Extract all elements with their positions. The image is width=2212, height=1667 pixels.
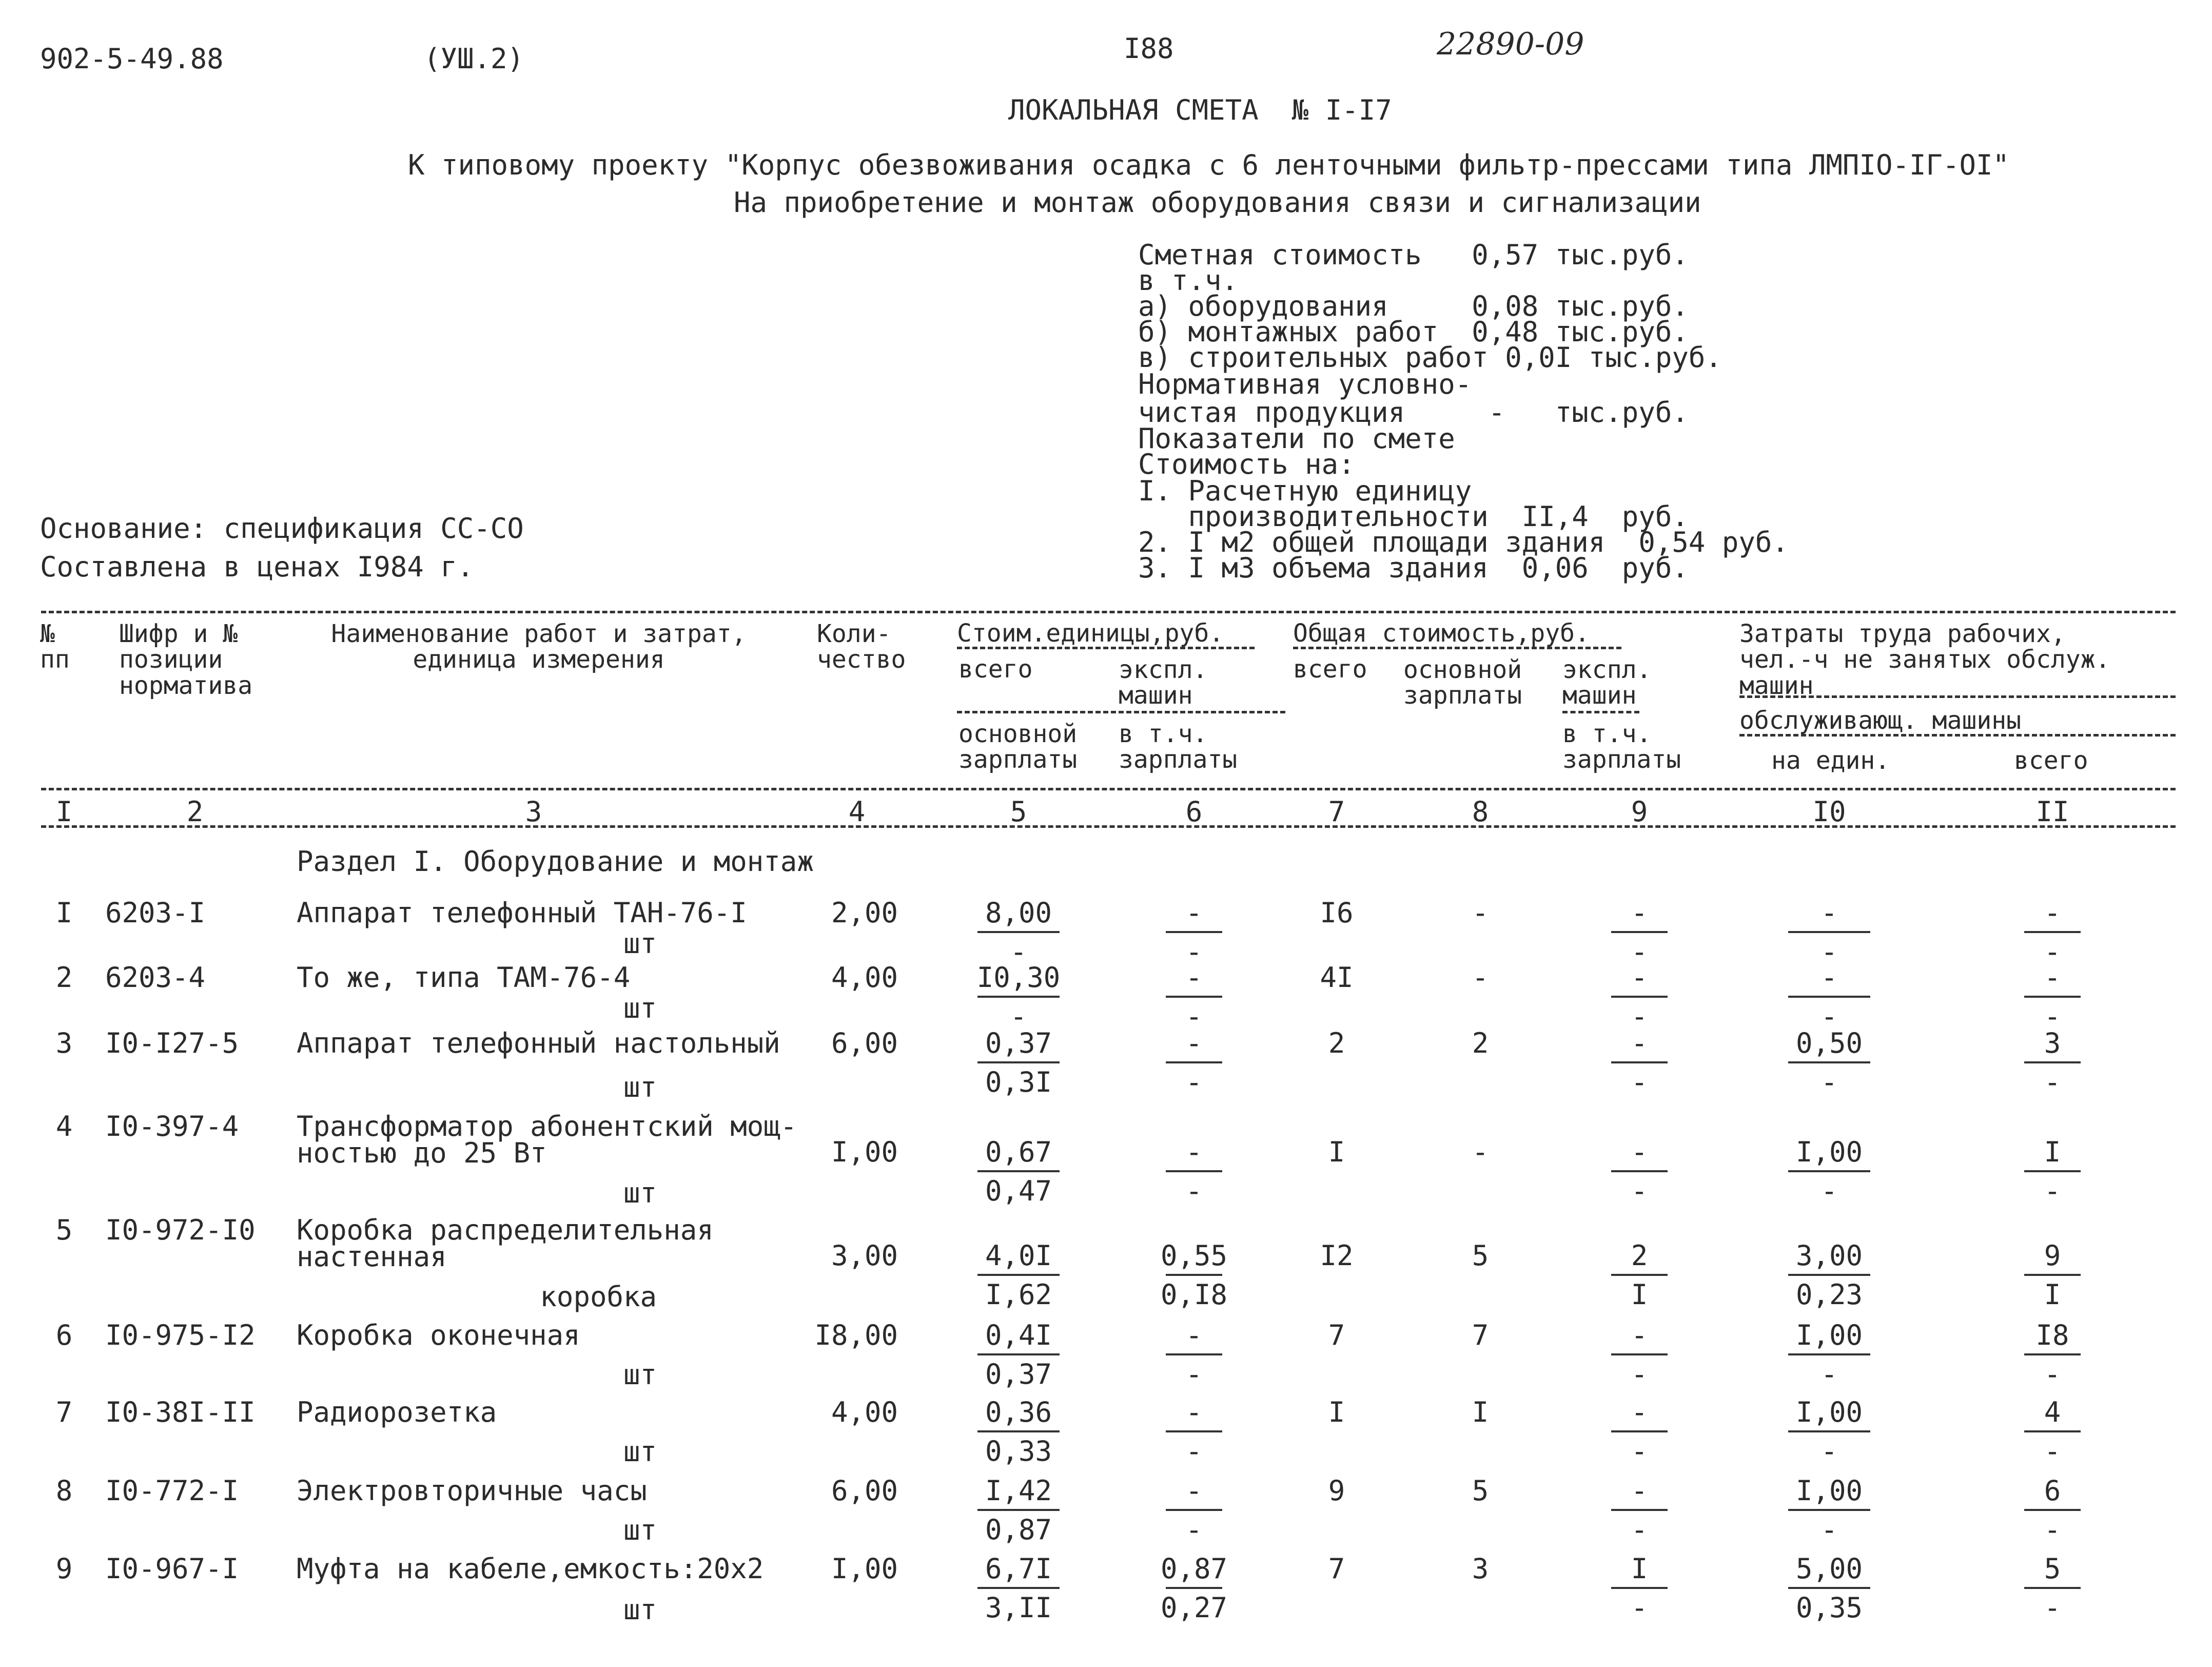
fraction-denominator: 0,33 xyxy=(985,1435,1052,1467)
row-name-line: Аппарат телефонный ТАН-76-I xyxy=(297,897,747,929)
fraction-denominator: - xyxy=(1631,1514,1648,1546)
row-unit: шт xyxy=(623,1436,657,1468)
fraction-denominator: - xyxy=(2044,1435,2061,1467)
row-name-line: ностью до 25 Вт xyxy=(297,1137,547,1169)
fraction-denominator: - xyxy=(1631,1435,1648,1467)
header-col-5-top: всего xyxy=(958,655,1033,684)
fraction-numerator: - xyxy=(2044,897,2061,929)
value-fraction-c5 xyxy=(957,1319,1080,1392)
row-base-salary: 5 xyxy=(1472,1475,1489,1507)
value-fraction-c5 xyxy=(957,1477,1080,1548)
value-fraction-c5 xyxy=(957,1138,1080,1209)
summary-line: Сметная стоимость 0,57 тыс.руб. xyxy=(1138,239,1689,271)
row-name-line: настенная xyxy=(297,1240,447,1273)
header-col-5-bottom: основной зарплаты xyxy=(958,720,1078,774)
value-fraction-c6 xyxy=(1132,1555,1256,1626)
header-col-6-bottom: в т.ч. зарплаты xyxy=(1119,720,1238,774)
row-quantity: 6,00 xyxy=(831,1475,898,1507)
column-number: I xyxy=(55,796,73,828)
fraction-numerator: - xyxy=(1631,1475,1648,1507)
row-name-line: Трансформатор абонентский мощ- xyxy=(297,1110,797,1142)
fraction-denominator: - xyxy=(2044,1514,2061,1546)
header-col-11: всего xyxy=(2014,746,2088,775)
section-title: Раздел I. Оборудование и монтаж xyxy=(297,845,814,878)
row-total: 2 xyxy=(1328,1027,1345,1059)
value-fraction-c6 xyxy=(1132,1396,1256,1469)
fraction-numerator: 0,36 xyxy=(985,1396,1052,1428)
fraction-numerator: - xyxy=(1185,961,1203,994)
row-base-salary: 2 xyxy=(1472,1027,1489,1059)
row-unit: шт xyxy=(623,1514,657,1546)
value-fraction-c11 xyxy=(1991,1319,2114,1392)
row-quantity: 2,00 xyxy=(831,897,898,929)
fraction-denominator: 0,47 xyxy=(985,1175,1052,1207)
document-code: 902-5-49.88 xyxy=(40,43,224,75)
row-code: I0-975-I2 xyxy=(105,1319,256,1351)
fraction-numerator: - xyxy=(1631,961,1648,994)
fraction-numerator: I0,30 xyxy=(976,961,1061,994)
handwritten-number: 22890-09 xyxy=(1437,26,1584,62)
fraction-numerator: 2 xyxy=(1631,1239,1648,1272)
value-fraction-c6 xyxy=(1132,1319,1256,1392)
value-fraction-c9 xyxy=(1578,961,1701,1035)
value-fraction-c5 xyxy=(957,1027,1080,1100)
fraction-denominator: - xyxy=(2044,1175,2061,1207)
summary-line: производительности II,4 руб. xyxy=(1138,500,1689,533)
estimate-title: ЛОКАЛЬНАЯ СМЕТА № I-I7 xyxy=(1008,94,1392,126)
header-service-machines: обслуживающ. машины xyxy=(1739,706,2022,735)
row-code: I0-I27-5 xyxy=(105,1027,239,1059)
row-total: 7 xyxy=(1328,1553,1345,1585)
summary-line: Показатели по смете xyxy=(1138,422,1455,455)
header-col-8: основной зарплаты xyxy=(1403,655,1522,710)
row-number: I xyxy=(55,897,73,929)
fraction-numerator: 0,50 xyxy=(1795,1027,1863,1059)
row-name-line: Коробка распределительная xyxy=(297,1214,714,1246)
value-fraction-c5 xyxy=(957,1396,1080,1469)
column-number: 2 xyxy=(186,796,204,828)
fraction-numerator: 4 xyxy=(2044,1396,2061,1428)
summary-line: 3. I м3 объема здания 0,06 руб. xyxy=(1138,552,1689,584)
fraction-denominator: - xyxy=(1821,1358,1838,1390)
row-unit: шт xyxy=(623,927,657,960)
fraction-numerator: - xyxy=(1185,1027,1203,1059)
header-total-cost: Общая стоимость,руб. xyxy=(1293,619,1590,648)
row-code: I0-967-I xyxy=(105,1553,239,1585)
fraction-numerator: 0,87 xyxy=(1160,1553,1228,1585)
header-col-7: всего xyxy=(1293,655,1367,684)
value-fraction-c9 xyxy=(1578,899,1701,970)
fraction-numerator: 0,67 xyxy=(985,1136,1052,1168)
fraction-denominator: 0,I8 xyxy=(1160,1278,1228,1311)
value-fraction-c10 xyxy=(1768,1396,1891,1469)
value-fraction-c10 xyxy=(1768,1319,1891,1392)
fraction-numerator: I8 xyxy=(2035,1319,2069,1351)
value-fraction-c6 xyxy=(1132,1138,1256,1209)
header-col-6-top: экспл. машин xyxy=(1119,655,1208,710)
fraction-denominator: - xyxy=(2044,1000,2061,1033)
value-fraction-c10 xyxy=(1768,1555,1891,1626)
fraction-numerator: - xyxy=(1631,1136,1648,1168)
value-fraction-c11 xyxy=(1991,1396,2114,1469)
row-base-salary: - xyxy=(1472,1136,1489,1168)
summary-line: Стоимость на: xyxy=(1138,448,1355,480)
summary-line: 2. I м2 общей площади здания 0,54 руб. xyxy=(1138,526,1789,558)
fraction-numerator: 3 xyxy=(2044,1027,2061,1059)
row-base-salary: - xyxy=(1472,897,1489,929)
row-number: 3 xyxy=(55,1027,73,1059)
value-fraction-c5 xyxy=(957,1555,1080,1626)
fraction-numerator: - xyxy=(1185,1396,1203,1428)
value-fraction-c9 xyxy=(1578,1477,1701,1548)
header-col-10: на един. xyxy=(1771,746,1890,775)
fraction-numerator: I,00 xyxy=(1795,1396,1863,1428)
fraction-numerator: 6 xyxy=(2044,1475,2061,1507)
row-base-salary: I xyxy=(1472,1396,1489,1428)
fraction-denominator: - xyxy=(1631,1000,1648,1033)
basis-prices: Составлена в ценах I984 г. xyxy=(40,551,474,583)
value-fraction-c9 xyxy=(1578,1138,1701,1209)
summary-line: чистая продукция - тыс.руб. xyxy=(1138,396,1689,429)
fraction-denominator: - xyxy=(1631,936,1648,968)
row-quantity: 4,00 xyxy=(831,961,898,994)
value-fraction-c10 xyxy=(1768,899,1891,970)
value-fraction-c11 xyxy=(1991,899,2114,970)
summary-line: а) оборудования 0,08 тыс.руб. xyxy=(1138,290,1689,322)
fraction-numerator: I,42 xyxy=(985,1475,1052,1507)
value-fraction-c6 xyxy=(1132,1239,1256,1313)
fraction-numerator: - xyxy=(1185,897,1203,929)
value-fraction-c10 xyxy=(1768,961,1891,1035)
fraction-numerator: 0,4I xyxy=(985,1319,1052,1351)
column-number: I0 xyxy=(1812,796,1846,828)
fraction-denominator: - xyxy=(1185,1066,1203,1098)
column-number: 6 xyxy=(1185,796,1203,828)
row-number: 4 xyxy=(55,1110,73,1142)
fraction-denominator: - xyxy=(1185,936,1203,968)
fraction-denominator: 0,23 xyxy=(1795,1278,1863,1311)
value-fraction-c6 xyxy=(1132,899,1256,970)
value-fraction-c6 xyxy=(1132,1027,1256,1100)
fraction-denominator: I,62 xyxy=(985,1278,1052,1311)
value-fraction-c11 xyxy=(1991,1239,2114,1313)
column-number: 5 xyxy=(1010,796,1027,828)
row-quantity: I8,00 xyxy=(814,1319,898,1351)
fraction-numerator: 4,0I xyxy=(985,1239,1052,1272)
value-fraction-c5 xyxy=(957,961,1080,1035)
column-number: 4 xyxy=(848,796,866,828)
fraction-denominator: 3,II xyxy=(985,1592,1052,1624)
fraction-numerator: - xyxy=(1631,1027,1648,1059)
row-total: 9 xyxy=(1328,1475,1345,1507)
fraction-denominator: 0,35 xyxy=(1795,1592,1863,1624)
fraction-numerator: I,00 xyxy=(1795,1475,1863,1507)
fraction-numerator: 3,00 xyxy=(1795,1239,1863,1272)
fraction-denominator: - xyxy=(1010,1000,1027,1033)
value-fraction-c9 xyxy=(1578,1319,1701,1392)
fraction-denominator: - xyxy=(1821,1175,1838,1207)
fraction-denominator: - xyxy=(1821,1066,1838,1098)
row-code: I0-397-4 xyxy=(105,1110,239,1142)
row-quantity: 6,00 xyxy=(831,1027,898,1059)
fraction-denominator: - xyxy=(2044,936,2061,968)
fraction-denominator: - xyxy=(1821,1000,1838,1033)
fraction-numerator: - xyxy=(2044,961,2061,994)
fraction-numerator: - xyxy=(1821,897,1838,929)
value-fraction-c10 xyxy=(1768,1027,1891,1100)
row-name-line: Электровторичные часы xyxy=(297,1475,647,1507)
row-number: 8 xyxy=(55,1475,73,1507)
header-labor: Затраты труда рабочих, чел.-ч не занятых обслуж. машин xyxy=(1739,619,2110,700)
fraction-numerator: - xyxy=(1821,961,1838,994)
fraction-numerator: I xyxy=(2044,1136,2061,1168)
value-fraction-c9 xyxy=(1578,1555,1701,1626)
summary-line: Нормативная условно- xyxy=(1138,368,1472,400)
fraction-numerator: 0,55 xyxy=(1160,1239,1228,1272)
page-number: I88 xyxy=(1124,32,1174,65)
basis-specification: Основание: спецификация СС-СО xyxy=(40,512,524,545)
row-unit: шт xyxy=(623,992,657,1024)
fraction-numerator: - xyxy=(1185,1319,1203,1351)
value-fraction-c11 xyxy=(1991,1138,2114,1209)
fraction-numerator: 9 xyxy=(2044,1239,2061,1272)
row-name-line: Аппарат телефонный настольный xyxy=(297,1027,780,1059)
row-name-line: Радиорозетка xyxy=(297,1396,497,1428)
value-fraction-c6 xyxy=(1132,1477,1256,1548)
summary-line: в) строительных работ 0,0I тыс.руб. xyxy=(1138,341,1722,374)
fraction-denominator: - xyxy=(1631,1066,1648,1098)
row-number: 2 xyxy=(55,961,73,994)
row-number: 7 xyxy=(55,1396,73,1428)
header-col-3: Наименование работ и затрат, единица измерения xyxy=(331,619,747,674)
fraction-numerator: 5,00 xyxy=(1795,1553,1863,1585)
summary-line: в т.ч. xyxy=(1138,264,1239,297)
fraction-numerator: I,00 xyxy=(1795,1136,1863,1168)
fraction-numerator: - xyxy=(1185,1475,1203,1507)
fraction-numerator: - xyxy=(1631,1396,1648,1428)
fraction-denominator: - xyxy=(1185,1175,1203,1207)
value-fraction-c9 xyxy=(1578,1239,1701,1313)
fraction-numerator: 6,7I xyxy=(985,1553,1052,1585)
row-quantity: I,00 xyxy=(831,1553,898,1585)
header-col-1: № пп xyxy=(40,619,70,674)
fraction-denominator: - xyxy=(1185,1358,1203,1390)
row-total: I xyxy=(1328,1136,1345,1168)
fraction-denominator: 0,27 xyxy=(1160,1592,1228,1624)
row-quantity: I,00 xyxy=(831,1136,898,1168)
row-base-salary: 3 xyxy=(1472,1553,1489,1585)
fraction-numerator: - xyxy=(1631,1319,1648,1351)
fraction-denominator: - xyxy=(1185,1435,1203,1467)
row-code: 6203-I xyxy=(105,897,206,929)
fraction-numerator: 8,00 xyxy=(985,897,1052,929)
fraction-denominator: I xyxy=(1631,1278,1648,1311)
fraction-numerator: I,00 xyxy=(1795,1319,1863,1351)
row-total: 7 xyxy=(1328,1319,1345,1351)
row-base-salary: 5 xyxy=(1472,1239,1489,1272)
fraction-denominator: 0,3I xyxy=(985,1066,1052,1098)
header-col-9-top: экспл. машин xyxy=(1562,655,1652,710)
value-fraction-c10 xyxy=(1768,1477,1891,1548)
estimate-purpose: На приобретение и монтаж оборудования связи и сигнализации xyxy=(734,186,1701,219)
row-unit: коробка xyxy=(540,1281,657,1313)
row-quantity: 3,00 xyxy=(831,1239,898,1272)
value-fraction-c9 xyxy=(1578,1027,1701,1100)
fraction-denominator: - xyxy=(1821,936,1838,968)
fraction-denominator: - xyxy=(1631,1175,1648,1207)
row-code: I0-772-I xyxy=(105,1475,239,1507)
summary-line: I. Расчетную единицу xyxy=(1138,475,1472,507)
fraction-denominator: - xyxy=(1821,1514,1838,1546)
fraction-numerator: I xyxy=(1631,1553,1648,1585)
column-number: 7 xyxy=(1328,796,1345,828)
fraction-denominator: I xyxy=(2044,1278,2061,1311)
row-quantity: 4,00 xyxy=(831,1396,898,1428)
value-fraction-c10 xyxy=(1768,1138,1891,1209)
header-col-4: Коли- чество xyxy=(817,619,906,674)
row-code: I0-972-I0 xyxy=(105,1214,256,1246)
column-number: 8 xyxy=(1472,796,1489,828)
value-fraction-c11 xyxy=(1991,961,2114,1035)
row-total: I xyxy=(1328,1396,1345,1428)
summary-line: б) монтажных работ 0,48 тыс.руб. xyxy=(1138,316,1689,348)
row-unit: шт xyxy=(623,1594,657,1626)
fraction-denominator: 0,87 xyxy=(985,1514,1052,1546)
fraction-denominator: - xyxy=(1631,1358,1648,1390)
row-code: 6203-4 xyxy=(105,961,206,994)
row-total: I6 xyxy=(1320,897,1354,929)
fraction-denominator: - xyxy=(1185,1000,1203,1033)
value-fraction-c9 xyxy=(1578,1396,1701,1469)
value-fraction-c11 xyxy=(1991,1477,2114,1548)
row-name-line: Коробка оконечная xyxy=(297,1319,580,1351)
row-unit: шт xyxy=(623,1359,657,1391)
row-total: 4I xyxy=(1320,961,1354,994)
fraction-numerator: - xyxy=(1185,1136,1203,1168)
column-number: 9 xyxy=(1631,796,1648,828)
fraction-denominator: - xyxy=(1185,1514,1203,1546)
row-number: 6 xyxy=(55,1319,73,1351)
header-unit-cost: Стоим.единицы,руб. xyxy=(957,619,1224,648)
value-fraction-c5 xyxy=(957,899,1080,970)
value-fraction-c11 xyxy=(1991,1027,2114,1100)
value-fraction-c5 xyxy=(957,1239,1080,1313)
fraction-denominator: 0,37 xyxy=(985,1358,1052,1390)
fraction-numerator: 0,37 xyxy=(985,1027,1052,1059)
row-unit: шт xyxy=(623,1071,657,1103)
value-fraction-c10 xyxy=(1768,1239,1891,1313)
header-col-9-bottom: в т.ч. зарплаты xyxy=(1562,720,1681,774)
value-fraction-c6 xyxy=(1132,961,1256,1035)
fraction-denominator: - xyxy=(1631,1592,1648,1624)
project-title: К типовому проекту "Корпус обезвоживания осадка с 6 ленточными фильтр-прессами типа ЛМПIO-IГ-OI" xyxy=(408,149,2010,181)
header-col-2: Шифр и № позиции норматива xyxy=(119,619,253,700)
row-total: I2 xyxy=(1320,1239,1354,1272)
row-name-line: Муфта на кабеле,емкость:20х2 xyxy=(297,1553,764,1585)
row-name-line: То же, типа ТАМ-76-4 xyxy=(297,961,631,994)
fraction-denominator: - xyxy=(2044,1066,2061,1098)
fraction-numerator: - xyxy=(1631,897,1648,929)
value-fraction-c11 xyxy=(1991,1555,2114,1626)
fraction-denominator: - xyxy=(2044,1592,2061,1624)
fraction-denominator: - xyxy=(2044,1358,2061,1390)
section-mark: (УШ.2) xyxy=(424,43,524,75)
row-number: 9 xyxy=(55,1553,73,1585)
fraction-numerator: 5 xyxy=(2044,1553,2061,1585)
row-base-salary: - xyxy=(1472,961,1489,994)
row-code: I0-38I-II xyxy=(105,1396,256,1428)
fraction-denominator: - xyxy=(1821,1435,1838,1467)
column-number: II xyxy=(2035,796,2069,828)
fraction-denominator: - xyxy=(1010,936,1027,968)
column-number: 3 xyxy=(525,796,542,828)
row-number: 5 xyxy=(55,1214,73,1246)
row-base-salary: 7 xyxy=(1472,1319,1489,1351)
row-unit: шт xyxy=(623,1177,657,1209)
